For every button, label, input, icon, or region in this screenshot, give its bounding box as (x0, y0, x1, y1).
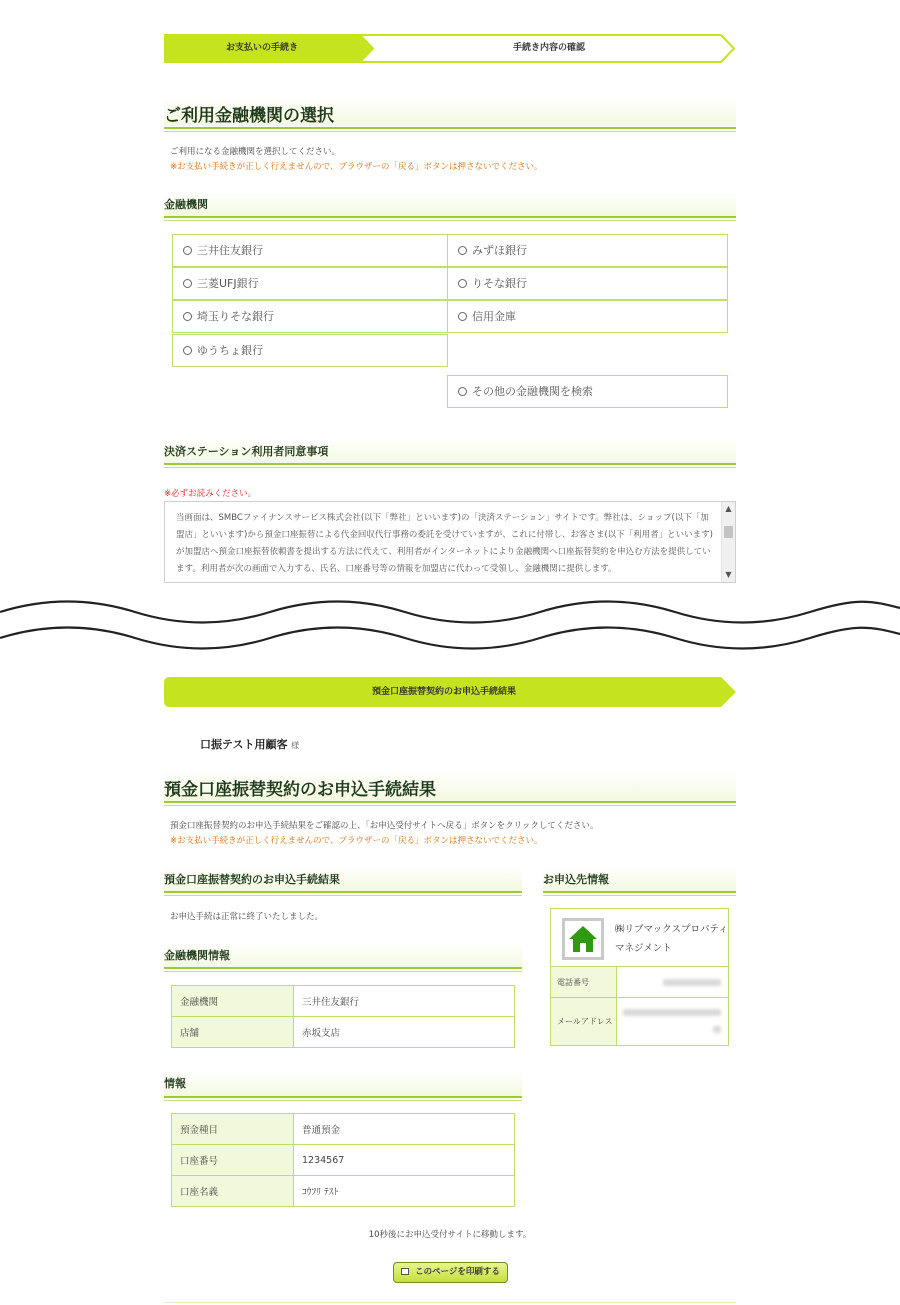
divider (164, 1096, 522, 1098)
bank-option-resona[interactable] (447, 267, 728, 300)
terms-text: 当画面は、SMBCファイナンスサービス株式会社(以下「弊社」といいます)の「決済ステーション」サイトです。弊社は、ショップ(以下「加盟店」といいます)から預金口座振替による代金回収代行事務の委託を受けていますが、これに付帯し、お客さま(以下「利用者」といいます)が加盟店へ預金口座振替依頼書を提出する方法に代えて、利用者がインターネットにより金融機関へ口座振替契約を申込む方法を提供しています。利用者が次の画面で入力する、氏名、口座番号等の情報を加盟店に代わって受領し、金融機関に提供します。 (176, 513, 713, 574)
divider (164, 801, 736, 803)
divider (164, 967, 522, 969)
bank-option-saitama-resona[interactable] (172, 300, 448, 333)
bank-option-yucho[interactable] (172, 334, 448, 367)
bank-option-shinkin[interactable] (447, 300, 728, 333)
table-value: 普通預金 (294, 1114, 515, 1145)
divider (164, 971, 522, 972)
table-row (172, 1017, 515, 1048)
result-section-heading-bg (164, 866, 522, 891)
bank-label: 埼玉りそな銀行 (197, 310, 274, 323)
print-button-label: このページを印刷する (415, 1267, 500, 1277)
customer-name: 口振テスト用顧客 (200, 738, 288, 751)
table-key: 口座番号 (172, 1145, 294, 1176)
applicant-heading: お申込先情報 (543, 873, 609, 886)
chevron-down-icon[interactable]: ▼ (725, 570, 732, 579)
terms-heading-bg (164, 438, 736, 463)
divider (164, 805, 736, 806)
bank-label: 信用金庫 (472, 310, 516, 323)
divider (164, 220, 736, 221)
table-row (172, 1176, 515, 1207)
result-heading-bg (164, 770, 736, 801)
bank-info-heading: 金融機関情報 (164, 949, 230, 962)
divider (164, 891, 522, 893)
radio-icon[interactable] (183, 246, 192, 255)
phone-label: 電話番号 (551, 967, 617, 997)
table-key: 口座名義 (172, 1176, 294, 1207)
mail-value-redacted (713, 1026, 721, 1033)
applicant-card (550, 908, 729, 1046)
table-row (172, 1145, 515, 1176)
divider (164, 1100, 522, 1101)
result-bar-title: 預金口座振替契約のお申込手続結果 (371, 687, 516, 697)
select-warning: ※お支払い手続きが正しく行えませんので、ブラウザーの「戻る」ボタンは押さないでください。 (170, 162, 543, 172)
result-section-heading: 預金口座振替契約のお申込手続結果 (164, 873, 340, 886)
terms-box[interactable] (164, 501, 736, 583)
step-payment: お支払いの手続き (225, 43, 298, 53)
bank-option-other-search[interactable] (447, 375, 728, 408)
bank-label: ゆうちょ銀行 (197, 344, 263, 357)
divider (543, 891, 736, 893)
wave-divider (0, 596, 900, 662)
radio-icon[interactable] (458, 312, 467, 321)
result-title: 預金口座振替契約のお申込手続結果 (164, 780, 436, 800)
result-bar (164, 677, 736, 707)
table-row (172, 1114, 515, 1145)
divider (164, 467, 736, 468)
account-info-heading-bg (164, 1070, 522, 1096)
radio-icon[interactable] (458, 279, 467, 288)
divider (164, 895, 522, 896)
divider (164, 131, 736, 132)
must-read-notice: ※必ずお読みください。 (164, 489, 257, 499)
bank-option-mizuho[interactable] (447, 234, 728, 267)
account-info-heading: 情報 (164, 1077, 186, 1090)
scroll-thumb[interactable] (724, 526, 733, 538)
bank-info-table (171, 985, 515, 1048)
bottom-divider (164, 1302, 736, 1303)
bank-label: 三井住友銀行 (197, 244, 263, 257)
radio-icon[interactable] (458, 387, 467, 396)
divider (543, 895, 736, 896)
terms-heading: 決済ステーション利用者同意事項 (164, 445, 329, 458)
table-key: 預金種目 (172, 1114, 294, 1145)
table-key: 金融機関 (172, 986, 294, 1017)
bank-label: りそな銀行 (472, 277, 527, 290)
account-info-table (171, 1113, 515, 1207)
terms-scrollbar[interactable] (721, 502, 735, 582)
banks-heading: 金融機関 (164, 198, 208, 211)
chevron-up-icon[interactable]: ▲ (725, 504, 732, 513)
select-heading-bg (164, 96, 736, 126)
company-name (615, 920, 728, 958)
banks-heading-bg (164, 192, 736, 216)
phone-value-redacted (663, 979, 721, 986)
bank-option-smbc[interactable] (172, 234, 448, 267)
completed-message: お申込手続は正常に終了いたしました。 (170, 912, 324, 922)
customer-name-line (200, 736, 299, 752)
bank-info-heading-bg (164, 942, 522, 967)
table-value: ｺｳﾌﾘ ﾃｽﾄ (294, 1176, 515, 1207)
radio-icon[interactable] (183, 279, 192, 288)
page-title: ご利用金融機関の選択 (164, 106, 334, 126)
mail-label: メールアドレス (551, 998, 617, 1045)
honorific: 様 (291, 741, 300, 750)
result-instruction: 預金口座振替契約のお申込手続結果をご確認の上、「お申込受付サイトへ戻る」ボタンをクリックしてください。 (170, 821, 599, 831)
bank-label: 三菱UFJ銀行 (197, 277, 259, 290)
company-name-line1: ㈱リブマックスプロパティ (615, 924, 728, 935)
mail-value-redacted (623, 1009, 721, 1016)
redirect-notice: 10秒後にお申込受付サイトに移動します。 (368, 1230, 532, 1240)
table-value: 赤坂支店 (294, 1017, 515, 1048)
table-value: 1234567 (294, 1145, 515, 1176)
radio-icon[interactable] (183, 312, 192, 321)
result-warning: ※お支払い手続きが正しく行えませんので、ブラウザーの「戻る」ボタンは押さないでください。 (170, 836, 543, 846)
table-row (172, 986, 515, 1017)
divider (164, 216, 736, 218)
bank-label: その他の金融機関を検索 (472, 385, 593, 398)
radio-icon[interactable] (458, 246, 467, 255)
phone-row (551, 967, 728, 998)
printer-icon (401, 1268, 409, 1275)
table-value: 三井住友銀行 (294, 986, 515, 1017)
step-confirm: 手続き内容の確認 (512, 43, 585, 53)
house-icon (562, 918, 604, 960)
select-instruction: ご利用になる金融機関を選択してください。 (170, 147, 341, 157)
divider (164, 463, 736, 465)
radio-icon[interactable] (183, 346, 192, 355)
table-key: 店舗 (172, 1017, 294, 1048)
applicant-card-header (551, 909, 728, 967)
mail-row (551, 998, 728, 1045)
bank-label: みずほ銀行 (472, 244, 527, 257)
progress-steps (164, 34, 736, 63)
company-name-line2: マネジメント (615, 943, 672, 954)
print-button[interactable] (393, 1262, 508, 1283)
bank-option-mufg[interactable] (172, 267, 448, 300)
divider (164, 127, 736, 129)
applicant-heading-bg (543, 866, 736, 891)
